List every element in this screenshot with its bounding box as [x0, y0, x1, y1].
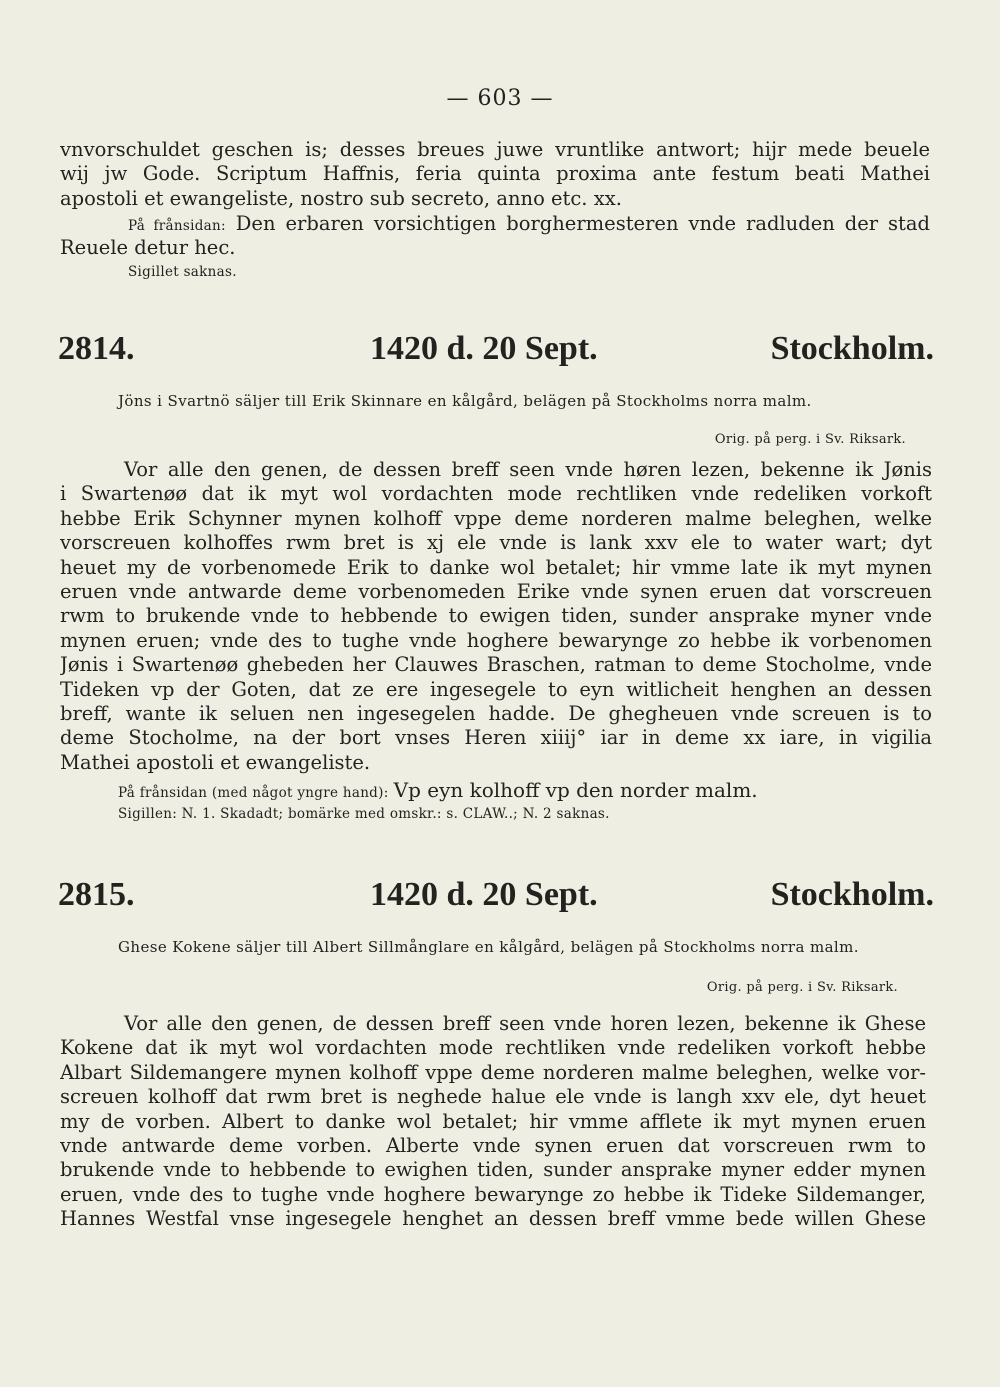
page-number: — 603 —: [446, 86, 554, 111]
entry-text: [60, 1012, 926, 1232]
entry-header: [58, 876, 934, 922]
entry-date: 1420 d. 20 Sept.: [370, 330, 598, 367]
text-line: vnde antwarde deme vorben. Alberte vnde synen eruen dat vorscreuen rwm to: [60, 1133, 926, 1157]
text-line: heuet my de vorbenomede Erik to danke wol betalet; hir vmme late ik myt mynen: [60, 555, 932, 579]
text-line: eruen vnde antwarde deme vorbenomeden Erike vnde synen eruen dat vorscreuen: [60, 579, 932, 603]
entry-source: Orig. på perg. i Sv. Riksark.: [714, 432, 906, 447]
entry-summary: Jöns i Svartnö säljer till Erik Skinnare en kålgård, belägen på Stockholms norra malm.: [118, 392, 812, 410]
text-line: mynen eruen; vnde des to tughe vnde hoghere bewarynge zo hebbe ik vorbenomen: [60, 628, 932, 652]
text-line: apostoli et ewangeliste, nostro sub secreto, anno etc. xx.: [60, 186, 622, 210]
seal-note: Sigillet saknas.: [128, 264, 237, 280]
text-line: i Swartenøø dat ik myt wol vordachten mode rechtliken vnde redeliken vorkoft: [60, 482, 932, 506]
text-line: vorscreuen kolhoffes rwm bret is xj ele vnde is lank xxv ele to water wart; dyt: [60, 531, 932, 555]
text-line: Hannes Westfal vnse ingesegele henghet an dessen breff vmme bede willen Ghese: [60, 1207, 926, 1231]
text-line: rwm to brukende vnde to hebbende to ewigen tiden, sunder ansprake myner vnde: [60, 604, 932, 628]
text-line: Tideken vp der Goten, dat ze ere ingesegele to eyn witlicheit henghen an dessen: [60, 677, 932, 701]
reverse-label: På frånsidan:: [128, 218, 226, 234]
text-line: Jønis i Swartenøø ghebeden her Clauwes Braschen, ratman to deme Stocholme, vnde: [60, 653, 932, 677]
entry-place: Stockholm.: [770, 876, 934, 913]
entry-header: [58, 330, 934, 376]
text-line: vnvorschuldet geschen is; desses breues juwe vruntlike antwort; hijr mede beuele: [60, 138, 930, 161]
text-line: Vor alle den genen, de dessen breff seen vnde horen lezen, bekenne ik Ghese: [124, 1012, 926, 1035]
text-line: screuen kolhoff dat rwm bret is neghede halue ele vnde is langh xxv ele, dyt heuet: [60, 1085, 926, 1109]
entry-place: Stockholm.: [770, 330, 934, 367]
reverse-text: Den erbaren vorsichtigen borghermesteren vnde radluden der stad: [235, 212, 930, 235]
text-line: brukende vnde to hebbende to ewighen tiden, sunder ansprake myner edder mynen: [60, 1158, 926, 1182]
entry-number: 2815.: [58, 876, 135, 913]
reverse-text: Vp eyn kolhoff vp den norder malm.: [393, 778, 758, 802]
entry-summary: Ghese Kokene säljer till Albert Sillmånglare en kålgård, belägen på Stockholms norra malm.: [118, 938, 859, 956]
reverse-continuation: Reuele detur hec.: [60, 236, 236, 259]
entry-text: [60, 458, 932, 775]
reverse-note: [118, 778, 758, 802]
entry-number: 2814.: [58, 330, 135, 367]
text-line: deme Stocholme, na der bort vnses Heren xiiij° iar in deme xx iare, in vigilia: [60, 726, 932, 750]
entry-source: Orig. på perg. i Sv. Riksark.: [706, 980, 898, 995]
text-line: Mathei apostoli et ewangeliste.: [60, 750, 371, 774]
text-line: hebbe Erik Schynner mynen kolhoff vppe deme norderen malme beleghen, welke: [60, 506, 932, 530]
text-line: eruen, vnde des to tughe vnde hoghere bewarynge zo hebbe ik Tideke Sildemanger,: [60, 1182, 926, 1206]
entry-date: 1420 d. 20 Sept.: [370, 876, 598, 913]
text-line: Albart Sildemangere mynen kolhoff vppe deme norderen malme beleghen, welke vor-: [60, 1060, 926, 1084]
text-line: breff, wante ik seluen nen ingesegelen hadde. De ghegheuen vnde screuen is to: [60, 701, 932, 725]
seal-note: Sigillen: N. 1. Skadadt; bomärke med omskr.: s. CLAW..; N. 2 saknas.: [118, 806, 610, 822]
reverse-label: På frånsidan (med något yngre hand):: [118, 785, 389, 801]
continued-letter: [60, 138, 930, 211]
text-line: my de vorben. Albert to danke wol betalet; hir vmme afflete ik myt mynen eruen: [60, 1109, 926, 1133]
reverse-note: [128, 212, 930, 236]
text-line: Vor alle den genen, de dessen breff seen vnde høren lezen, bekenne ik Jønis: [124, 458, 932, 481]
text-line: wij jw Gode. Scriptum Haffnis, feria quinta proxima ante festum beati Mathei: [60, 162, 930, 186]
text-line: Kokene dat ik myt wol vordachten mode rechtliken vnde redeliken vorkoft hebbe: [60, 1036, 926, 1060]
